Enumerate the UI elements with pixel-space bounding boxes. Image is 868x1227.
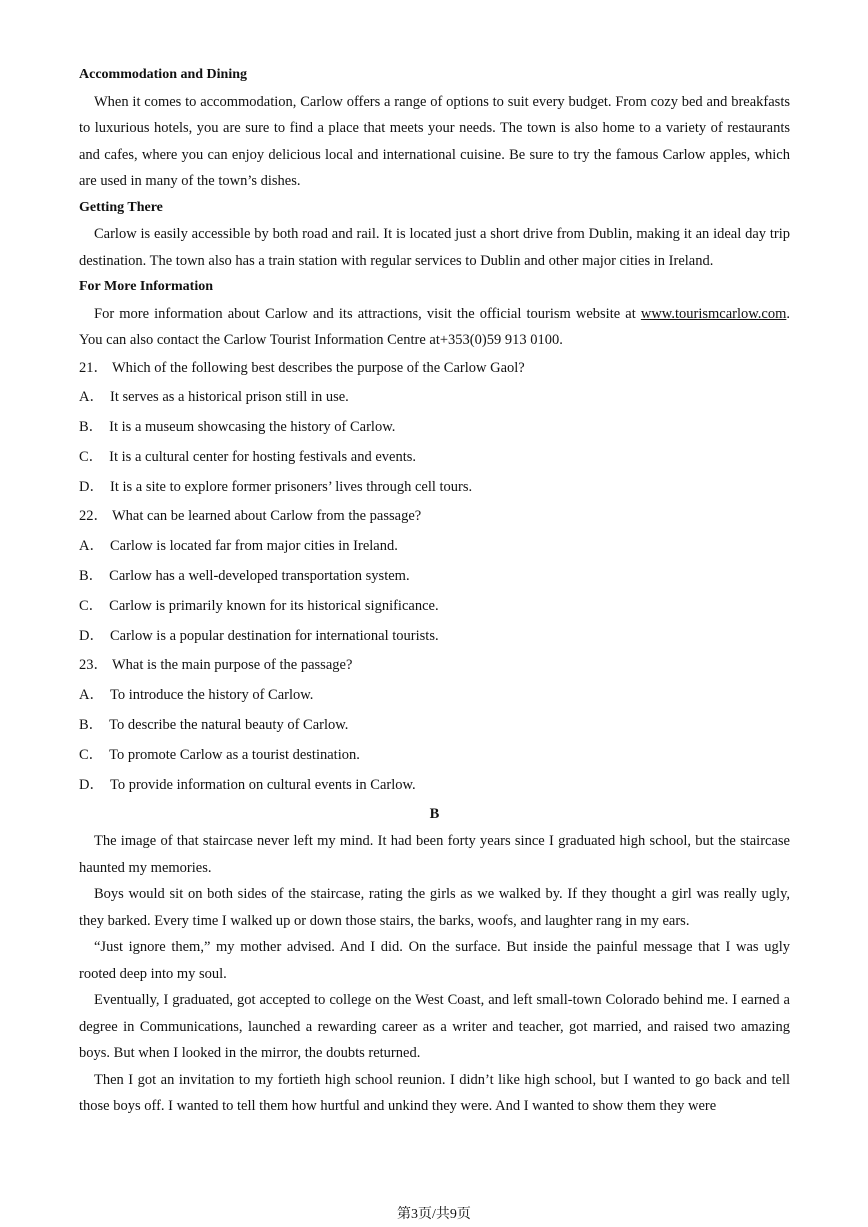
- question-text: What is the main purpose of the passage?: [112, 657, 353, 674]
- question-block: [79, 502, 790, 651]
- answer-option: [79, 771, 790, 801]
- question-number: 23．: [79, 657, 108, 674]
- question-stem: [79, 354, 790, 384]
- passage-paragraph: The image of that staircase never left my mind. It had been forty years since I graduated high school, but the staircase haunted my memories.: [79, 833, 790, 876]
- section-heading-getting-there: Getting There: [79, 199, 163, 215]
- option-label: D．: [79, 776, 104, 793]
- question-block: [79, 651, 790, 800]
- section-b-title: B: [429, 806, 440, 823]
- passage-paragraph: Then I got an invitation to my fortieth high school reunion. I didn’t like high school, but I wanted to go back and tell those boys off. I wanted to tell them how hurtful and unkind they were. And I wanted to show them they were: [79, 1071, 790, 1115]
- answer-option: [79, 592, 790, 622]
- section-heading-accommodation: Accommodation and Dining: [79, 67, 248, 82]
- option-label: B．: [79, 717, 104, 734]
- section-heading-more-info: For More Information: [79, 279, 214, 294]
- passage-paragraph: Eventually, I graduated, got accepted to college on the West Coast, and left small-town Colorado behind me. I earned a degree in Communications, launched a rewarding career as a writer and teacher, got married, and raised two amazing boys. But when I looked in the mirror, the doubts returned.: [79, 992, 790, 1062]
- passage-paragraph: “Just ignore them,” my mother advised. And I did. On the surface. But inside the painful message that I was ugly rooted deep into my soul.: [79, 939, 790, 982]
- question-block: [79, 354, 790, 503]
- answer-option: [79, 532, 790, 562]
- option-text: Carlow has a well-developed transportation system.: [109, 568, 410, 585]
- more-info-text-after: . You can also contact the Carlow Tourist Information Centre at+353(0)59 913 0100.: [79, 305, 790, 348]
- answer-option: [79, 413, 790, 443]
- document-page: [79, 62, 790, 1120]
- option-text: It is a cultural center for hosting festivals and events.: [109, 448, 416, 465]
- option-text: Carlow is primarily known for its historical significance.: [109, 597, 439, 614]
- answer-option: [79, 443, 790, 473]
- answer-option: [79, 681, 790, 711]
- question-text: What can be learned about Carlow from the passage?: [112, 508, 422, 525]
- option-label: B．: [79, 419, 104, 436]
- answer-option: [79, 711, 790, 741]
- option-text: To describe the natural beauty of Carlow.: [109, 717, 349, 734]
- option-label: A．: [79, 389, 104, 406]
- option-text: To provide information on cultural events in Carlow.: [109, 776, 416, 793]
- paragraph-getting-there: Carlow is easily accessible by both road and rail. It is located just a short drive from Dublin, making it an ideal day trip destination. The town also has a train station with regular services to Dublin and other major cities in Ireland.: [79, 226, 790, 269]
- answer-option: [79, 383, 790, 413]
- paragraph-more-info: [79, 301, 790, 354]
- option-label: B．: [79, 568, 104, 585]
- answer-option: [79, 473, 790, 503]
- option-text: Carlow is a popular destination for international tourists.: [109, 627, 439, 644]
- option-label: D．: [79, 478, 104, 495]
- option-label: A．: [79, 687, 104, 704]
- option-text: Carlow is located far from major cities in Ireland.: [109, 538, 398, 555]
- answer-option: [79, 622, 790, 652]
- option-text: To promote Carlow as a tourist destination.: [109, 746, 360, 763]
- option-text: It serves as a historical prison still in use.: [109, 389, 349, 406]
- option-label: C．: [79, 597, 104, 614]
- question-text: Which of the following best describes the purpose of the Carlow Gaol?: [112, 359, 525, 376]
- option-label: C．: [79, 448, 104, 465]
- option-text: To introduce the history of Carlow.: [109, 687, 314, 704]
- question-number: 22．: [79, 508, 108, 525]
- answer-option: [79, 562, 790, 592]
- option-label: D．: [79, 627, 104, 644]
- question-stem: [79, 502, 790, 532]
- paragraph-accommodation: When it comes to accommodation, Carlow offers a range of options to suit every budget. From cozy bed and breakfasts to luxurious hotels, you are sure to find a place that meets your needs. The town is also home to a variety of restaurants and cafes, where you can enjoy delicious local and international cuisine. Be sure to try the famous Carlow apples, which are used in many of the town’s dishes.: [79, 93, 790, 189]
- more-info-text-before: For more information about Carlow and its attractions, visit the official tourism website at: [94, 305, 641, 322]
- option-label: A．: [79, 538, 104, 555]
- question-number: 21．: [79, 359, 108, 376]
- page-footer: 第3页/共9页: [397, 1207, 471, 1222]
- question-stem: [79, 651, 790, 681]
- tourism-website-link[interactable]: www.tourismcarlow.com: [640, 305, 787, 322]
- passage-paragraph: Boys would sit on both sides of the staircase, rating the girls as we walked by. If they thought a girl was really ugly, they barked. Every time I walked up or down those stairs, the barks, woofs, and laughter rang in my ears.: [79, 886, 790, 929]
- option-text: It is a site to explore former prisoners’ lives through cell tours.: [109, 478, 473, 495]
- answer-option: [79, 741, 790, 771]
- option-label: C．: [79, 746, 104, 763]
- option-text: It is a museum showcasing the history of Carlow.: [109, 419, 396, 436]
